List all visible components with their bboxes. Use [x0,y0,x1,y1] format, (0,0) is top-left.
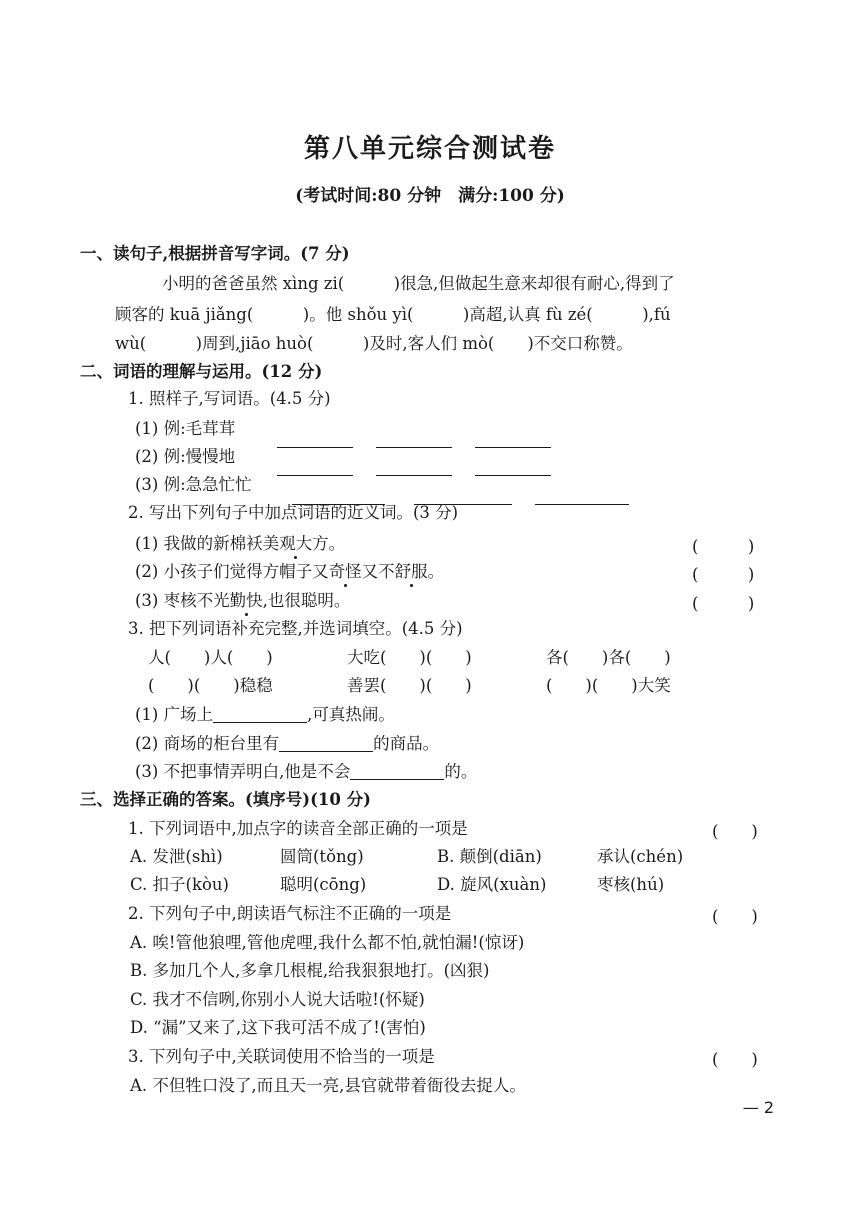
sentence-text: ,也很聪明。 [262,591,351,610]
answer-blank[interactable] [279,734,373,752]
idiom-3: 各( )各( ) [546,648,671,667]
q2-1-item-2 [135,446,235,468]
fill-item-3 [135,761,477,783]
q3-1-question: 1. 下列词语中,加点字的读音全部正确的一项是 [128,819,468,838]
sentence-text: 又不 [361,562,395,581]
option-a2: 圆筒(tǒng) [280,847,364,866]
dotted-word: 勤快 [229,591,263,610]
option-c2: 聪明(cōng) [280,875,367,894]
option-d: D. “漏”又来了,这下我可活不成了!(害怕) [130,1018,426,1037]
answer-blank[interactable] [376,430,452,448]
q2-1-heading: 1. 照样子,写词语。(4.5 分) [128,389,331,408]
dotted-word: 奇怪 [328,562,362,581]
option-c: C. 我才不信咧,你别小人说大话啦!(怀疑) [130,990,425,1009]
sentence-text: (1) 我做的新棉袄 [135,534,263,553]
example-label: (1) 例:毛茸茸 [135,419,236,438]
idiom-6: ( )( )大笑 [546,676,671,695]
answer-blank[interactable] [213,705,307,723]
q2-1-item-3 [135,474,252,496]
exam-info: (考试时间:80 分钟 满分:100 分) [295,186,565,206]
q2-1-item-1 [135,418,235,440]
answer-blank[interactable] [277,458,353,476]
answer-blank[interactable] [475,430,551,448]
idiom-5: 善罢( )( ) [347,676,472,695]
option-d2: 枣核(hú) [597,875,665,894]
fill-item-2 [135,733,439,755]
page-title: 第八单元综合测试卷 [303,134,556,164]
sentence-text: 。 [328,534,346,553]
section-1-line-3: wù( )周到,jiāo huò( )及时,客人们 mò( )不交口称赞。 [115,334,633,353]
answer-paren[interactable]: ( ) [712,1050,758,1069]
answer-blank[interactable] [535,487,629,505]
option-b: B. 多加几个人,多拿几根棍,给我狠狠地打。(凶狠) [130,961,490,980]
dotted-word: 美观大方 [262,534,329,553]
q2-2-item-2 [135,561,444,583]
sentence-text: 。 [427,562,445,581]
sentence-text: 的商品。 [373,734,440,753]
answer-paren[interactable]: ( ) [692,594,755,613]
q3-2-question: 2. 下列句子中,朗读语气标注不正确的一项是 [128,904,452,923]
idiom-4: ( )( )稳稳 [148,676,273,695]
option-a1: A. 发泄(shì) [130,847,223,866]
fill-item-1 [135,704,395,726]
idiom-2: 大吃( )( ) [347,648,472,667]
section-1-heading: 一、读句子,根据拼音写字词。(7 分) [80,244,350,263]
answer-paren[interactable]: ( ) [712,822,758,841]
example-label: (3) 例:急急忙忙 [135,475,252,494]
answer-paren[interactable]: ( ) [692,537,755,556]
q2-2-item-3 [135,590,350,612]
sentence-text: (3) 枣核不光 [135,591,230,610]
section-3-heading: 三、选择正确的答案。(填序号)(10 分) [80,790,371,809]
option-b1: B. 颠倒(diān) [437,847,542,866]
answer-blank[interactable] [376,458,452,476]
option-a: A. 唉!管他狼哩,管他虎哩,我什么都不怕,就怕漏!(惊讶) [130,933,525,952]
answer-blank[interactable] [277,430,353,448]
option-c1: C. 扣子(kòu) [130,875,229,894]
sentence-text: (1) 广场上 [135,705,214,724]
section-2-heading: 二、词语的理解与运用。(12 分) [80,362,323,381]
sentence-text: 的。 [444,762,478,781]
q2-3-heading: 3. 把下列词语补充完整,并选词填空。(4.5 分) [128,619,463,638]
section-1-line-1: 小明的爸爸虽然 xìng zi( )很急,但做起生意来却很有耐心,得到了 [162,274,675,293]
example-label: (2) 例:慢慢地 [135,447,236,466]
option-d1: D. 旋风(xuàn) [437,875,547,894]
option-a: A. 不但牲口没了,而且天一亮,县官就带着衙役去捉人。 [130,1076,526,1095]
sentence-text: ,可真热闹。 [307,705,395,724]
q2-2-heading: 2. 写出下列句子中加点词语的近义词。(3 分) [128,503,459,522]
answer-blank[interactable] [475,458,551,476]
sentence-text: (3) 不把事情弄明白,他是不会 [135,762,351,781]
sentence-text: (2) 商场的柜台里有 [135,734,280,753]
option-b2: 承认(chén) [597,847,684,866]
sentence-text: (2) 小孩子们觉得方帽子又 [135,562,329,581]
q2-2-item-1 [135,533,345,555]
answer-blank[interactable] [350,762,444,780]
q3-3-question: 3. 下列句子中,关联词使用不恰当的一项是 [128,1047,435,1066]
section-1-line-2: 顾客的 kuā jiǎng( )。他 shǒu yì( )高超,认真 fù zé( ),fú [115,305,671,324]
page-number: — 2 [742,1098,774,1117]
idiom-1: 人( )人( ) [148,648,273,667]
answer-paren[interactable]: ( ) [692,565,755,584]
dotted-word: 舒服 [394,562,428,581]
answer-paren[interactable]: ( ) [712,907,758,926]
